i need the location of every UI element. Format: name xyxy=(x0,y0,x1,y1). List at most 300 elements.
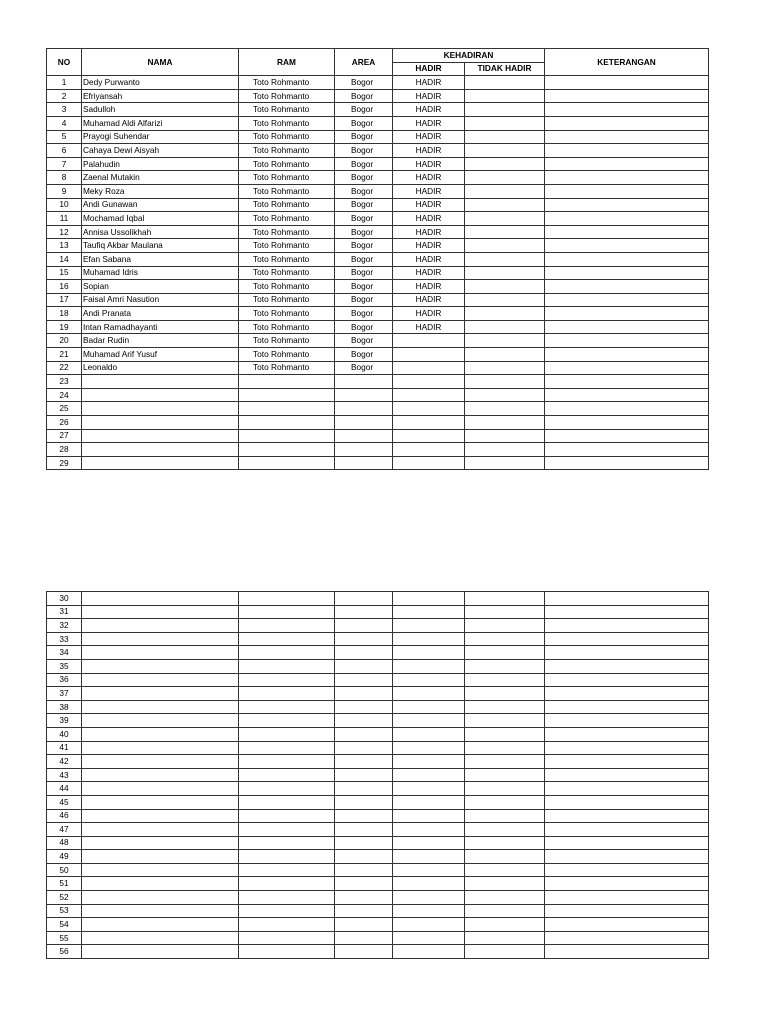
cell-tidak-hadir xyxy=(465,945,545,959)
cell-no: 19 xyxy=(47,320,82,334)
table-row xyxy=(47,782,709,796)
cell-tidak-hadir xyxy=(465,619,545,633)
cell-nama xyxy=(82,863,239,877)
cell-keterangan xyxy=(545,212,709,226)
cell-tidak-hadir xyxy=(465,673,545,687)
cell-nama: Prayogi Suhendar xyxy=(82,130,239,144)
cell-keterangan xyxy=(545,592,709,606)
cell-area xyxy=(335,416,393,430)
cell-nama: Efriyansah xyxy=(82,89,239,103)
cell-keterangan xyxy=(545,239,709,253)
cell-tidak-hadir xyxy=(465,687,545,701)
cell-area xyxy=(335,673,393,687)
attendance-table-page-1 xyxy=(46,48,709,470)
cell-area xyxy=(335,755,393,769)
cell-keterangan xyxy=(545,293,709,307)
header-hadir: HADIR xyxy=(393,62,465,76)
cell-no: 39 xyxy=(47,714,82,728)
cell-nama: Badar Rudin xyxy=(82,334,239,348)
table-row xyxy=(47,416,709,430)
header-kehadiran: KEHADIRAN xyxy=(393,49,545,63)
cell-tidak-hadir xyxy=(465,225,545,239)
cell-nama xyxy=(82,904,239,918)
cell-tidak-hadir xyxy=(465,809,545,823)
cell-area: Bogor xyxy=(335,103,393,117)
table-row xyxy=(47,632,709,646)
header-area: AREA xyxy=(335,49,393,76)
cell-no: 54 xyxy=(47,918,82,932)
cell-area xyxy=(335,891,393,905)
cell-tidak-hadir xyxy=(465,605,545,619)
cell-ram: Toto Rohmanto xyxy=(239,130,335,144)
cell-no: 44 xyxy=(47,782,82,796)
cell-hadir xyxy=(393,659,465,673)
cell-keterangan xyxy=(545,266,709,280)
table-row xyxy=(47,429,709,443)
cell-area: Bogor xyxy=(335,307,393,321)
table-row xyxy=(47,904,709,918)
table-row xyxy=(47,184,709,198)
cell-nama xyxy=(82,836,239,850)
cell-keterangan xyxy=(545,280,709,294)
cell-tidak-hadir xyxy=(465,130,545,144)
table-row xyxy=(47,687,709,701)
cell-ram xyxy=(239,714,335,728)
cell-no: 35 xyxy=(47,659,82,673)
cell-area xyxy=(335,443,393,457)
cell-tidak-hadir xyxy=(465,89,545,103)
cell-hadir xyxy=(393,361,465,375)
table-row xyxy=(47,877,709,891)
table-body-page-1 xyxy=(47,76,709,470)
cell-no: 51 xyxy=(47,877,82,891)
cell-hadir xyxy=(393,714,465,728)
table-row xyxy=(47,795,709,809)
cell-no: 23 xyxy=(47,375,82,389)
cell-tidak-hadir xyxy=(465,171,545,185)
cell-no: 53 xyxy=(47,904,82,918)
cell-nama xyxy=(82,768,239,782)
table-row xyxy=(47,456,709,470)
header-tidak-hadir: TIDAK HADIR xyxy=(465,62,545,76)
cell-nama: Intan Ramadhayanti xyxy=(82,320,239,334)
table-row xyxy=(47,823,709,837)
cell-tidak-hadir xyxy=(465,918,545,932)
cell-no: 26 xyxy=(47,416,82,430)
cell-ram xyxy=(239,402,335,416)
cell-tidak-hadir xyxy=(465,293,545,307)
cell-area xyxy=(335,605,393,619)
cell-tidak-hadir xyxy=(465,375,545,389)
cell-tidak-hadir xyxy=(465,280,545,294)
cell-nama xyxy=(82,877,239,891)
cell-area xyxy=(335,714,393,728)
cell-ram: Toto Rohmanto xyxy=(239,184,335,198)
cell-area xyxy=(335,375,393,389)
cell-area xyxy=(335,945,393,959)
cell-nama xyxy=(82,605,239,619)
cell-no: 43 xyxy=(47,768,82,782)
cell-area xyxy=(335,877,393,891)
cell-area xyxy=(335,904,393,918)
cell-tidak-hadir xyxy=(465,307,545,321)
cell-nama xyxy=(82,945,239,959)
cell-no: 9 xyxy=(47,184,82,198)
header-keterangan: KETERANGAN xyxy=(545,49,709,76)
cell-ram xyxy=(239,809,335,823)
cell-ram xyxy=(239,877,335,891)
cell-nama xyxy=(82,416,239,430)
cell-nama: Andi Gunawan xyxy=(82,198,239,212)
header-ram: RAM xyxy=(239,49,335,76)
table-row xyxy=(47,945,709,959)
table-row xyxy=(47,103,709,117)
cell-keterangan xyxy=(545,659,709,673)
cell-nama: Efan Sabana xyxy=(82,252,239,266)
cell-no: 47 xyxy=(47,823,82,837)
cell-tidak-hadir xyxy=(465,836,545,850)
cell-no: 50 xyxy=(47,863,82,877)
table-row xyxy=(47,388,709,402)
cell-nama xyxy=(82,809,239,823)
table-row xyxy=(47,144,709,158)
cell-area xyxy=(335,687,393,701)
cell-hadir xyxy=(393,931,465,945)
cell-area xyxy=(335,388,393,402)
cell-tidak-hadir xyxy=(465,741,545,755)
cell-hadir xyxy=(393,632,465,646)
cell-nama xyxy=(82,592,239,606)
cell-ram xyxy=(239,850,335,864)
cell-no: 10 xyxy=(47,198,82,212)
table-row xyxy=(47,809,709,823)
cell-nama xyxy=(82,850,239,864)
cell-hadir xyxy=(393,646,465,660)
cell-ram xyxy=(239,918,335,932)
cell-keterangan xyxy=(545,388,709,402)
cell-tidak-hadir xyxy=(465,157,545,171)
cell-hadir xyxy=(393,836,465,850)
cell-hadir: HADIR xyxy=(393,320,465,334)
cell-no: 13 xyxy=(47,239,82,253)
cell-hadir xyxy=(393,891,465,905)
cell-no: 24 xyxy=(47,388,82,402)
table-row xyxy=(47,646,709,660)
cell-no: 17 xyxy=(47,293,82,307)
table-row xyxy=(47,700,709,714)
cell-keterangan xyxy=(545,116,709,130)
cell-area: Bogor xyxy=(335,212,393,226)
cell-area xyxy=(335,659,393,673)
cell-keterangan xyxy=(545,632,709,646)
cell-keterangan xyxy=(545,334,709,348)
cell-no: 48 xyxy=(47,836,82,850)
cell-tidak-hadir xyxy=(465,700,545,714)
cell-area xyxy=(335,782,393,796)
cell-hadir: HADIR xyxy=(393,239,465,253)
cell-keterangan xyxy=(545,320,709,334)
cell-keterangan xyxy=(545,823,709,837)
cell-ram: Toto Rohmanto xyxy=(239,89,335,103)
cell-ram xyxy=(239,619,335,633)
cell-area: Bogor xyxy=(335,293,393,307)
table-row xyxy=(47,252,709,266)
cell-tidak-hadir xyxy=(465,266,545,280)
cell-ram: Toto Rohmanto xyxy=(239,348,335,362)
cell-keterangan xyxy=(545,171,709,185)
cell-no: 29 xyxy=(47,456,82,470)
cell-ram xyxy=(239,443,335,457)
cell-area xyxy=(335,741,393,755)
cell-hadir xyxy=(393,429,465,443)
cell-tidak-hadir xyxy=(465,212,545,226)
cell-nama xyxy=(82,429,239,443)
cell-tidak-hadir xyxy=(465,850,545,864)
cell-no: 18 xyxy=(47,307,82,321)
cell-ram xyxy=(239,687,335,701)
cell-hadir xyxy=(393,823,465,837)
cell-hadir xyxy=(393,375,465,389)
cell-nama: Cahaya Dewi Aisyah xyxy=(82,144,239,158)
cell-area: Bogor xyxy=(335,76,393,90)
cell-hadir xyxy=(393,782,465,796)
cell-keterangan xyxy=(545,619,709,633)
cell-ram xyxy=(239,700,335,714)
cell-nama xyxy=(82,714,239,728)
cell-area xyxy=(335,456,393,470)
cell-area xyxy=(335,646,393,660)
cell-tidak-hadir xyxy=(465,252,545,266)
cell-hadir xyxy=(393,348,465,362)
cell-no: 30 xyxy=(47,592,82,606)
table-row xyxy=(47,768,709,782)
cell-no: 45 xyxy=(47,795,82,809)
cell-ram: Toto Rohmanto xyxy=(239,198,335,212)
cell-tidak-hadir xyxy=(465,429,545,443)
cell-area: Bogor xyxy=(335,280,393,294)
cell-tidak-hadir xyxy=(465,443,545,457)
cell-hadir xyxy=(393,443,465,457)
cell-no: 36 xyxy=(47,673,82,687)
cell-area xyxy=(335,863,393,877)
cell-tidak-hadir xyxy=(465,768,545,782)
cell-nama xyxy=(82,727,239,741)
table-row xyxy=(47,212,709,226)
cell-no: 15 xyxy=(47,266,82,280)
cell-no: 1 xyxy=(47,76,82,90)
cell-tidak-hadir xyxy=(465,646,545,660)
cell-keterangan xyxy=(545,809,709,823)
cell-keterangan xyxy=(545,184,709,198)
cell-no: 27 xyxy=(47,429,82,443)
cell-tidak-hadir xyxy=(465,823,545,837)
attendance-table-page-2 xyxy=(46,591,709,959)
cell-nama xyxy=(82,375,239,389)
cell-ram xyxy=(239,931,335,945)
cell-keterangan xyxy=(545,198,709,212)
cell-tidak-hadir xyxy=(465,727,545,741)
table-row xyxy=(47,659,709,673)
cell-nama: Sadulloh xyxy=(82,103,239,117)
cell-no: 33 xyxy=(47,632,82,646)
cell-area xyxy=(335,850,393,864)
cell-nama xyxy=(82,443,239,457)
cell-area xyxy=(335,727,393,741)
cell-nama xyxy=(82,795,239,809)
table-row xyxy=(47,171,709,185)
cell-tidak-hadir xyxy=(465,795,545,809)
cell-tidak-hadir xyxy=(465,416,545,430)
cell-ram xyxy=(239,904,335,918)
table-row xyxy=(47,918,709,932)
table-row xyxy=(47,307,709,321)
table-row xyxy=(47,239,709,253)
cell-area: Bogor xyxy=(335,144,393,158)
cell-nama xyxy=(82,673,239,687)
cell-ram xyxy=(239,416,335,430)
cell-keterangan xyxy=(545,157,709,171)
cell-nama xyxy=(82,619,239,633)
cell-ram xyxy=(239,863,335,877)
table-row xyxy=(47,605,709,619)
cell-keterangan xyxy=(545,76,709,90)
cell-no: 21 xyxy=(47,348,82,362)
cell-keterangan xyxy=(545,402,709,416)
cell-no: 20 xyxy=(47,334,82,348)
cell-keterangan xyxy=(545,456,709,470)
cell-keterangan xyxy=(545,348,709,362)
table-row xyxy=(47,863,709,877)
cell-tidak-hadir xyxy=(465,592,545,606)
cell-ram: Toto Rohmanto xyxy=(239,103,335,117)
table-row xyxy=(47,673,709,687)
cell-tidak-hadir xyxy=(465,320,545,334)
cell-hadir xyxy=(393,334,465,348)
cell-no: 37 xyxy=(47,687,82,701)
cell-keterangan xyxy=(545,429,709,443)
cell-tidak-hadir xyxy=(465,659,545,673)
cell-ram: Toto Rohmanto xyxy=(239,293,335,307)
cell-nama xyxy=(82,687,239,701)
cell-tidak-hadir xyxy=(465,198,545,212)
cell-nama xyxy=(82,659,239,673)
cell-tidak-hadir xyxy=(465,877,545,891)
cell-nama: Palahudin xyxy=(82,157,239,171)
cell-area xyxy=(335,836,393,850)
cell-nama xyxy=(82,931,239,945)
table-row xyxy=(47,619,709,633)
cell-area: Bogor xyxy=(335,171,393,185)
cell-hadir: HADIR xyxy=(393,157,465,171)
cell-hadir: HADIR xyxy=(393,307,465,321)
table-row xyxy=(47,157,709,171)
cell-ram xyxy=(239,782,335,796)
table-row xyxy=(47,198,709,212)
cell-keterangan xyxy=(545,782,709,796)
cell-hadir xyxy=(393,809,465,823)
cell-no: 32 xyxy=(47,619,82,633)
cell-hadir xyxy=(393,863,465,877)
cell-hadir xyxy=(393,592,465,606)
cell-area xyxy=(335,918,393,932)
cell-no: 31 xyxy=(47,605,82,619)
cell-hadir: HADIR xyxy=(393,130,465,144)
header-no: NO xyxy=(47,49,82,76)
cell-hadir xyxy=(393,850,465,864)
cell-hadir: HADIR xyxy=(393,266,465,280)
cell-nama: Sopian xyxy=(82,280,239,294)
cell-keterangan xyxy=(545,741,709,755)
cell-tidak-hadir xyxy=(465,334,545,348)
cell-keterangan xyxy=(545,130,709,144)
cell-area: Bogor xyxy=(335,239,393,253)
cell-nama xyxy=(82,402,239,416)
cell-tidak-hadir xyxy=(465,714,545,728)
cell-ram xyxy=(239,659,335,673)
cell-nama xyxy=(82,456,239,470)
cell-ram xyxy=(239,755,335,769)
cell-area xyxy=(335,700,393,714)
cell-tidak-hadir xyxy=(465,361,545,375)
cell-keterangan xyxy=(545,144,709,158)
cell-no: 56 xyxy=(47,945,82,959)
cell-tidak-hadir xyxy=(465,632,545,646)
table-row xyxy=(47,320,709,334)
cell-area: Bogor xyxy=(335,184,393,198)
cell-hadir: HADIR xyxy=(393,184,465,198)
cell-keterangan xyxy=(545,646,709,660)
cell-keterangan xyxy=(545,605,709,619)
cell-area: Bogor xyxy=(335,334,393,348)
cell-nama: Andi Pranata xyxy=(82,307,239,321)
cell-no: 4 xyxy=(47,116,82,130)
cell-no: 11 xyxy=(47,212,82,226)
cell-tidak-hadir xyxy=(465,348,545,362)
table-row xyxy=(47,293,709,307)
cell-ram xyxy=(239,823,335,837)
cell-hadir xyxy=(393,904,465,918)
cell-nama xyxy=(82,891,239,905)
cell-keterangan xyxy=(545,252,709,266)
cell-ram: Toto Rohmanto xyxy=(239,171,335,185)
cell-area xyxy=(335,429,393,443)
cell-no: 49 xyxy=(47,850,82,864)
cell-keterangan xyxy=(545,877,709,891)
cell-ram xyxy=(239,592,335,606)
cell-nama xyxy=(82,388,239,402)
cell-area xyxy=(335,823,393,837)
cell-area xyxy=(335,809,393,823)
cell-hadir xyxy=(393,605,465,619)
cell-ram: Toto Rohmanto xyxy=(239,144,335,158)
cell-no: 46 xyxy=(47,809,82,823)
cell-ram xyxy=(239,388,335,402)
cell-keterangan xyxy=(545,416,709,430)
table-row xyxy=(47,402,709,416)
cell-area xyxy=(335,768,393,782)
cell-hadir xyxy=(393,619,465,633)
cell-nama: Muhamad Idris xyxy=(82,266,239,280)
cell-ram xyxy=(239,945,335,959)
table-row xyxy=(47,714,709,728)
cell-nama: Meky Roza xyxy=(82,184,239,198)
cell-area xyxy=(335,619,393,633)
cell-keterangan xyxy=(545,361,709,375)
cell-tidak-hadir xyxy=(465,388,545,402)
cell-keterangan xyxy=(545,904,709,918)
table-row xyxy=(47,443,709,457)
cell-ram xyxy=(239,605,335,619)
